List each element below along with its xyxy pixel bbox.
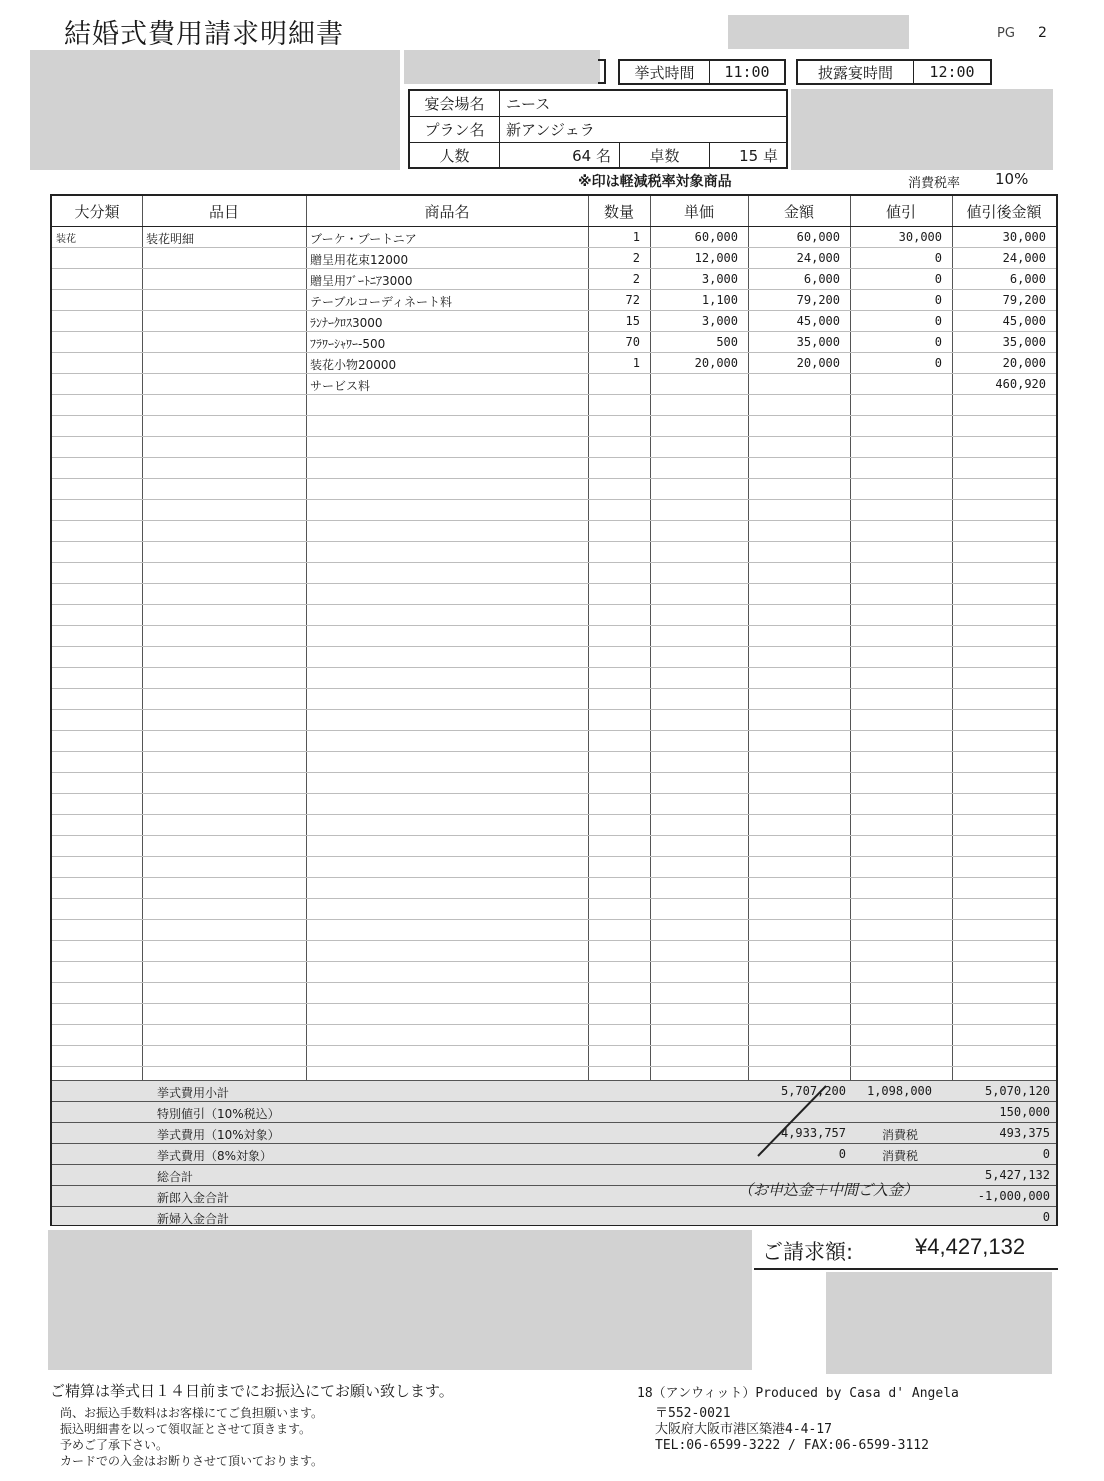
table-cell: 1 [632,230,640,244]
column-header: 単価 [683,202,714,221]
redacted-block [826,1272,1052,1374]
row-divider [52,688,1056,689]
subtotal-discount: 1,098,000 [866,1084,932,1098]
special-discount-label: 特別値引（10%税込） [157,1107,280,1121]
total-label: ご請求額: [762,1240,854,1264]
table-cell: 20,000 [1002,356,1046,370]
row-divider [52,499,1056,500]
bride-payment-label: 新婦入金合計 [157,1212,230,1226]
row-divider [52,562,1056,563]
row-divider [52,583,1056,584]
summary-row-special [52,1101,1056,1123]
row-divider [52,814,1056,815]
table-cell: 贈呈用花束12000 [310,253,409,267]
table-cell: 30,000 [898,230,942,244]
table-row [52,374,1056,395]
table-cell: 30,000 [1002,230,1046,244]
table-cell: 70 [625,335,640,349]
detail-table [50,194,1058,1226]
row-divider [52,793,1056,794]
table-cell: 装花小物20000 [310,358,397,372]
phone-fax: TEL:06-6599-3222 / FAX:06-6599-3112 [655,1438,929,1453]
redacted-block [791,89,1053,170]
table-cell: 6,000 [803,272,840,286]
page-number: 2 [1038,25,1047,41]
row-divider [52,667,1056,668]
table-cell: 60,000 [694,230,738,244]
eight-percent-amount: 0 [838,1147,846,1161]
table-cell: 0 [934,251,942,265]
column-header: 値引 [885,202,916,221]
table-cell: サービス料 [310,379,371,393]
table-cell: 装花 [56,234,76,245]
table-cell: 460,920 [995,377,1046,391]
reception-time-box [796,59,992,85]
row-divider [52,961,1056,962]
eight-percent-label: 挙式費用（8%対象） [157,1149,273,1163]
row-divider [52,835,1056,836]
table-cell: 35,000 [796,335,840,349]
table-row [52,311,1056,332]
table-row [52,290,1056,311]
groom-payment-value: -1,000,000 [977,1189,1050,1203]
venue-value: ニース [500,91,786,117]
reduced-tax-note: ※印は軽減税率対象商品 [578,174,732,190]
row-divider [52,646,1056,647]
table-cell: 6,000 [1009,272,1046,286]
row-divider [52,940,1056,941]
row-divider [52,520,1056,521]
column-header: 金額 [783,202,814,221]
ceremony-time-box [618,59,786,85]
venue-label: 宴会場名 [410,91,500,117]
table-cell: テーブルコーディネート料 [310,295,452,309]
table-cell: 0 [934,272,942,286]
row-divider [52,982,1056,983]
payment-note-line: カードでの入金はお断りさせて頂いております。 [60,1454,324,1468]
row-divider [52,877,1056,878]
table-cell: 1,100 [701,293,738,307]
table-cell: 79,200 [1002,293,1046,307]
subtotal-label: 挙式費用小計 [157,1086,230,1100]
ceremony-time-label: 挙式時間 [620,61,710,83]
row-divider [52,478,1056,479]
table-cell: ﾌﾗﾜｰｼｬﾜｰ-500 [310,337,386,351]
summary-row-bride [52,1206,1056,1225]
total-value: ¥4,427,132 [915,1234,1026,1259]
table-cell: 60,000 [796,230,840,244]
row-divider [52,856,1056,857]
table-row [52,227,1056,248]
payment-note-line: 予めご了承下さい。 [60,1438,169,1452]
redacted-block [30,50,400,170]
row-divider [52,898,1056,899]
table-cell: 45,000 [1002,314,1046,328]
column-header: 値引後金額 [966,202,1042,221]
row-divider [52,541,1056,542]
row-divider [52,1003,1056,1004]
row-divider [52,604,1056,605]
table-cell: 72 [625,293,640,307]
guests-value: 64 名 [500,143,620,167]
table-cell: 0 [934,356,942,370]
ten-tax-value: 493,375 [999,1126,1050,1140]
column-header: 商品名 [424,202,470,221]
table-cell: 3,000 [701,314,738,328]
row-divider [52,751,1056,752]
table-row [52,332,1056,353]
page-label: PG [997,26,1015,41]
row-divider [52,709,1056,710]
guests-label: 人数 [410,143,500,167]
ten-percent-amount: 4,933,757 [780,1126,846,1140]
special-discount-value: 150,000 [999,1105,1050,1119]
summary-row-eight [52,1143,1056,1165]
address: 大阪府大阪市港区築港4-4-17 [655,1422,832,1437]
venue-info-box [408,89,788,169]
payment-notes [60,1405,323,1469]
table-cell: 0 [934,293,942,307]
table-cell: 2 [632,272,640,286]
payment-note-line: 振込明細書を以って領収証とさせて頂きます。 [60,1422,312,1436]
column-header: 数量 [603,202,634,221]
table-cell: 45,000 [796,314,840,328]
tables-value: 15 卓 [739,146,778,165]
table-row [52,248,1056,269]
table-cell: 1 [632,356,640,370]
row-divider [52,1024,1056,1025]
table-cell: ブーケ・ブートニア [310,232,417,246]
table-cell: 24,000 [796,251,840,265]
row-divider [52,1045,1056,1046]
eight-tax-value: 0 [1042,1147,1050,1161]
table-cell: 0 [934,335,942,349]
row-divider [52,1066,1056,1067]
handwritten-note: （お申込金＋中間ご入金） [738,1181,919,1199]
table-cell: 2 [632,251,640,265]
table-cell: ﾗﾝﾅｰｸﾛｽ3000 [310,316,383,330]
summary-row-ten [52,1122,1056,1144]
table-cell: 20,000 [694,356,738,370]
postal-code: 〒552-0021 [655,1406,731,1421]
name-box-edge [598,59,606,84]
redacted-block [404,50,600,84]
subtotal-amount: 5,707,200 [780,1084,846,1098]
reception-time-label: 披露宴時間 [798,61,914,83]
table-cell: 79,200 [796,293,840,307]
table-row [52,353,1056,374]
row-divider [52,625,1056,626]
eight-tax-label: 消費税 [882,1149,919,1163]
redacted-block [728,15,909,49]
handwritten-slash-mark [752,1082,832,1162]
producer-info [637,1386,959,1454]
tax-rate-label: 消費税率 [908,176,961,191]
table-cell: 装花明細 [146,232,195,246]
document-title: 結婚式費用請求明細書 [64,19,344,50]
row-divider [52,730,1056,731]
table-cell: 3,000 [701,272,738,286]
plan-label: プラン名 [410,117,500,143]
subtotal-after: 5,070,120 [984,1084,1050,1098]
row-divider [52,457,1056,458]
table-cell: 20,000 [796,356,840,370]
table-row [52,269,1056,290]
row-divider [52,919,1056,920]
payment-note-line: 尚、お振込手数料はお客様にてご負担願います。 [60,1406,324,1420]
column-header: 大分類 [74,202,120,221]
row-divider [52,436,1056,437]
grand-total-value: 5,427,132 [984,1168,1050,1182]
ten-percent-label: 挙式費用（10%対象） [157,1128,280,1142]
summary-row-subtotal [52,1080,1056,1102]
table-cell: 15 [625,314,640,328]
table-cell: 24,000 [1002,251,1046,265]
ceremony-time-value: 11:00 [724,63,770,81]
row-divider [52,772,1056,773]
grand-total-label: 総合計 [157,1170,194,1184]
tax-rate-value: 10% [995,170,1029,188]
table-cell: 12,000 [694,251,738,265]
tables-label: 卓数 [620,143,710,167]
table-cell: 贈呈用ﾌﾞｰﾄﾆｱ3000 [310,274,413,288]
plan-value: 新アンジェラ [500,117,786,143]
groom-payment-label: 新郎入金合計 [157,1191,230,1205]
table-cell: 35,000 [1002,335,1046,349]
reception-time-value: 12:00 [929,63,975,81]
table-cell: 0 [934,314,942,328]
producer-name: 18（アンウィット）Produced by Casa d' Angela [637,1386,959,1401]
redacted-block [48,1230,752,1370]
table-cell: 500 [716,335,738,349]
bride-payment-value: 0 [1042,1210,1050,1224]
column-header: 品目 [208,202,239,221]
row-divider [52,415,1056,416]
ten-tax-label: 消費税 [882,1128,919,1142]
payment-instruction: ご精算は挙式日１４日前までにお振込にてお願い致します。 [50,1382,454,1400]
